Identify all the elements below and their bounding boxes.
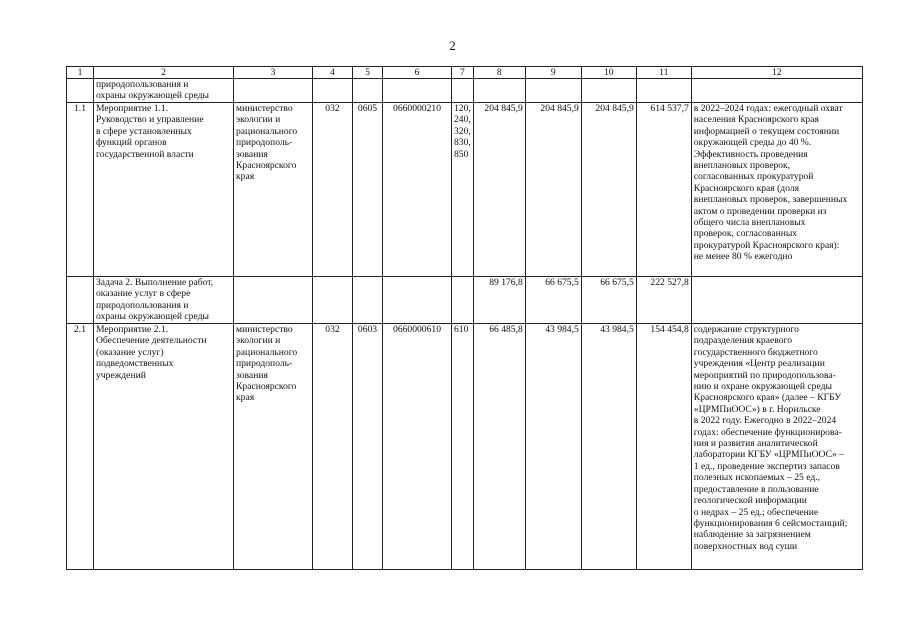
row-2023: 43 984,5 bbox=[525, 324, 581, 570]
row-total: 222 527,8 bbox=[636, 277, 691, 324]
row-organization bbox=[234, 79, 313, 103]
row-csr bbox=[383, 277, 452, 324]
column-header: 3 bbox=[234, 67, 313, 79]
row-2022 bbox=[473, 79, 525, 103]
row-2024: 66 675,5 bbox=[581, 277, 636, 324]
row-name: природопользования и охраны окружающей среды bbox=[94, 79, 234, 103]
column-header: 2 bbox=[94, 67, 234, 79]
column-header: 4 bbox=[313, 67, 353, 79]
row-csr bbox=[383, 79, 452, 103]
row-2024: 204 845,9 bbox=[581, 103, 636, 277]
column-header: 10 bbox=[581, 67, 636, 79]
row-number: 2.1 bbox=[67, 324, 94, 570]
row-number: 1.1 bbox=[67, 103, 94, 277]
column-header: 8 bbox=[473, 67, 525, 79]
column-header: 5 bbox=[353, 67, 383, 79]
row-rzpr: 0605 bbox=[353, 103, 383, 277]
table-row bbox=[67, 277, 863, 324]
column-header: 9 bbox=[525, 67, 581, 79]
column-header: 7 bbox=[452, 67, 474, 79]
column-header: 12 bbox=[691, 67, 862, 79]
row-rzpr: 0603 bbox=[353, 324, 383, 570]
row-csr: 0660000610 bbox=[383, 324, 452, 570]
row-name: Задача 2. Выполнение работ, оказание услуг в сфере природопользования и охраны окружающей среды bbox=[94, 277, 234, 324]
row-vr: 610 bbox=[452, 324, 474, 570]
program-table bbox=[66, 66, 863, 570]
row-vr bbox=[452, 79, 474, 103]
row-grbs bbox=[313, 79, 353, 103]
row-2023: 204 845,9 bbox=[525, 103, 581, 277]
column-header-row bbox=[67, 67, 863, 79]
row-grbs: 032 bbox=[313, 324, 353, 570]
row-result bbox=[691, 277, 862, 324]
row-grbs bbox=[313, 277, 353, 324]
row-vr bbox=[452, 277, 474, 324]
row-vr: 120, 240, 320, 830, 850 bbox=[452, 103, 474, 277]
row-name: Мероприятие 2.1. Обеспечение деятельности (оказание услуг) подведомственных учреждений bbox=[94, 324, 234, 570]
row-result bbox=[691, 79, 862, 103]
row-2024 bbox=[581, 79, 636, 103]
row-number bbox=[67, 277, 94, 324]
row-rzpr bbox=[353, 277, 383, 324]
row-total bbox=[636, 79, 691, 103]
row-organization: министерство экологии и рационального природополь- зования Красноярского края bbox=[234, 324, 313, 570]
row-result: в 2022–2024 годах: ежегодный охват населения Красноярского края информацией о текущем состоянии окружающей среды до 40 %. Эффективность проведения внеплановых проверок, согласованных прокуратурой Красноярского края (доля внеплановых проверок, завершенных актом о проведении проверки из общего числа внеплановых проверок, согласованных прокуратурой Красноярского края): не менее 80 % ежегодно bbox=[691, 103, 862, 277]
column-header: 11 bbox=[636, 67, 691, 79]
row-total: 154 454,8 bbox=[636, 324, 691, 570]
row-2022: 66 485,8 bbox=[473, 324, 525, 570]
table-row bbox=[67, 324, 863, 570]
row-2023: 66 675,5 bbox=[525, 277, 581, 324]
row-result: содержание структурного подразделения краевого государственного бюджетного учреждения «Центр реализации мероприятий по природопользова- нию и охране окружающей среды Красноярского края» (далее – КГБУ «ЦРМПиООС») в г. Норильске в 2022 году. Ежегодно в 2022–2024 годах: обеспечение функционирова- ния и развития аналитической лаборатории КГБУ «ЦРМПиООС» – 1 ед., проведение экспертиз запасов полезных ископаемых – 25 ед., предоставление в пользование геологической информации о недрах – 25 ед.; обеспечение функционирования 6 сейсмостанций; наблюдение за загрязнением поверхностных вод суши bbox=[691, 324, 862, 570]
column-header: 1 bbox=[67, 67, 94, 79]
row-2022: 89 176,8 bbox=[473, 277, 525, 324]
row-organization: министерство экологии и рационального природополь- зования Красноярского края bbox=[234, 103, 313, 277]
row-csr: 0660000210 bbox=[383, 103, 452, 277]
row-total: 614 537,7 bbox=[636, 103, 691, 277]
row-number bbox=[67, 79, 94, 103]
row-2024: 43 984,5 bbox=[581, 324, 636, 570]
table-row bbox=[67, 79, 863, 103]
row-grbs: 032 bbox=[313, 103, 353, 277]
row-2022: 204 845,9 bbox=[473, 103, 525, 277]
table-row bbox=[67, 103, 863, 277]
row-organization bbox=[234, 277, 313, 324]
row-rzpr bbox=[353, 79, 383, 103]
page-number: 2 bbox=[449, 38, 456, 53]
row-2023 bbox=[525, 79, 581, 103]
column-header: 6 bbox=[383, 67, 452, 79]
row-name: Мероприятие 1.1. Руководство и управление в сфере установленных функций органов государственной власти bbox=[94, 103, 234, 277]
